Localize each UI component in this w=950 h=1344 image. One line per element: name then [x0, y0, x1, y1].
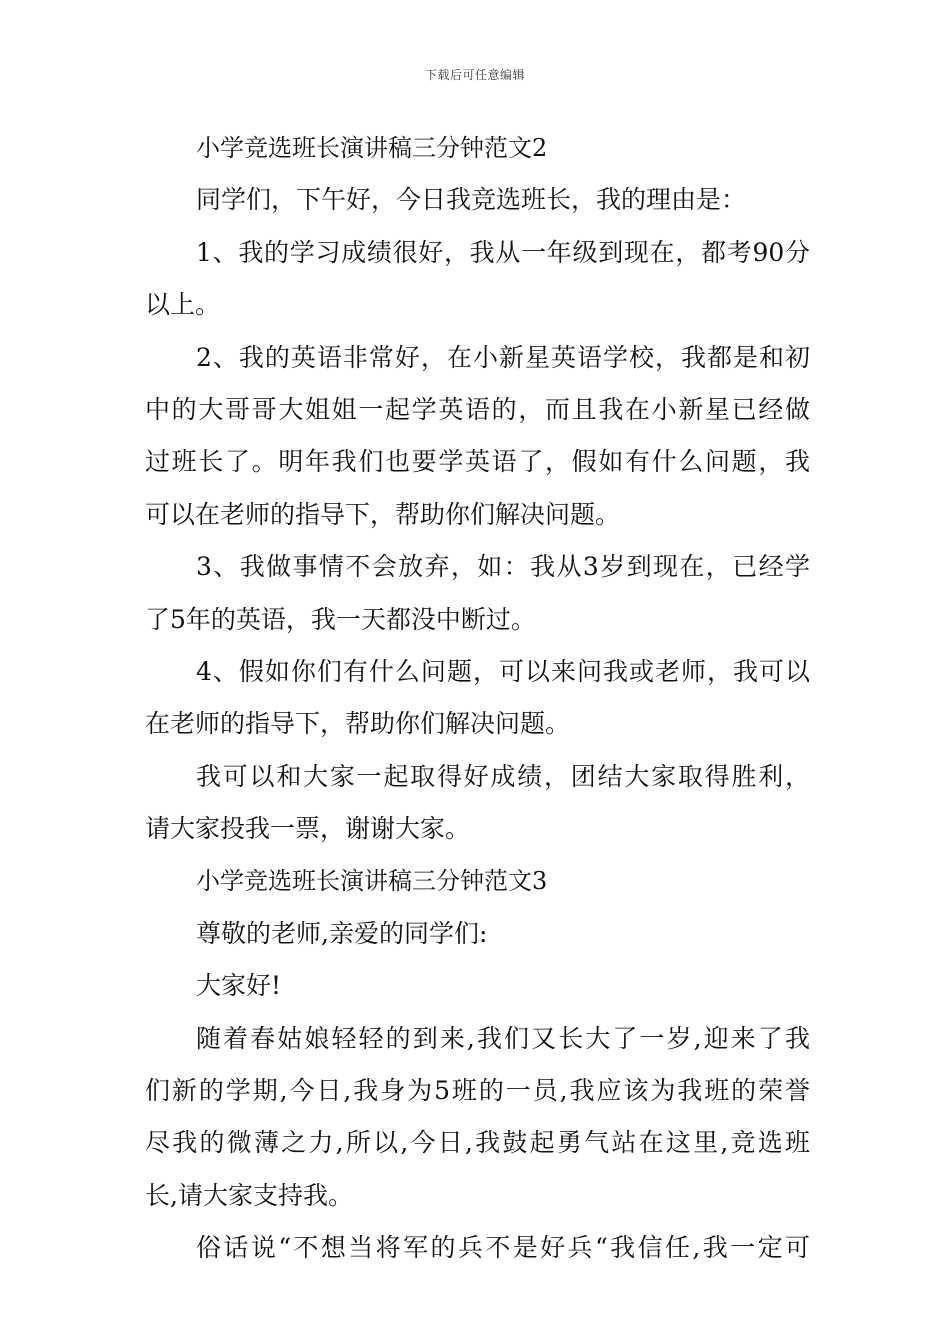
document-body	[145, 122, 810, 1275]
text-line: 尊敬的老师,亲爱的同学们:	[196, 918, 488, 948]
text-line: 4、假如你们有什么问题，可以来问我或老师，我可以	[196, 656, 810, 686]
text-line: 在老师的指导下，帮助你们解决问题。	[145, 709, 571, 739]
text-line: 过班长了。明年我们也要学英语了，假如有什么问题，我	[145, 447, 810, 477]
text-line: 们新的学期,今日,我身为5班的一员,我应该为我班的荣誉	[145, 1076, 810, 1106]
text-line: 2、我的英语非常好，在小新星英语学校，我都是和初	[196, 342, 810, 372]
section-title: 小学竞选班长演讲稿三分钟范文2	[196, 134, 548, 162]
text-line: 3、我做事情不会放弃，如：我从3岁到现在，已经学	[196, 552, 810, 582]
text-line: 随着春姑娘轻轻的到来,我们又长大了一岁,迎来了我	[196, 1023, 810, 1053]
text-line: 我可以和大家一起取得好成绩，团结大家取得胜利，	[196, 761, 810, 791]
text-line: 尽我的微薄之力,所以,今日,我鼓起勇气站在这里,竞选班	[145, 1128, 810, 1158]
text-line: 同学们，下午好，今日我竞选班长，我的理由是：	[196, 185, 747, 215]
text-line: 大家好!	[196, 971, 282, 1001]
section-title: 小学竞选班长演讲稿三分钟范文3	[196, 867, 548, 896]
text-line: 长,请大家支持我。	[145, 1180, 353, 1210]
text-line: 1、我的学习成绩很好，我从一年级到现在，都考90分	[196, 237, 810, 267]
page-header: 下载后可任意编辑	[424, 68, 525, 82]
text-line: 可以在老师的指导下，帮助你们解决问题。	[145, 499, 621, 529]
text-line: 了5年的英语，我一天都没中断过。	[145, 604, 536, 634]
text-line: 以上。	[145, 290, 221, 320]
text-line: 请大家投我一票，谢谢大家。	[145, 814, 471, 844]
text-line: 俗话说“不想当将军的兵不是好兵“我信任,我一定可	[196, 1233, 810, 1263]
text-line: 中的大哥哥大姐姐一起学英语的，而且我在小新星已经做	[145, 394, 810, 424]
